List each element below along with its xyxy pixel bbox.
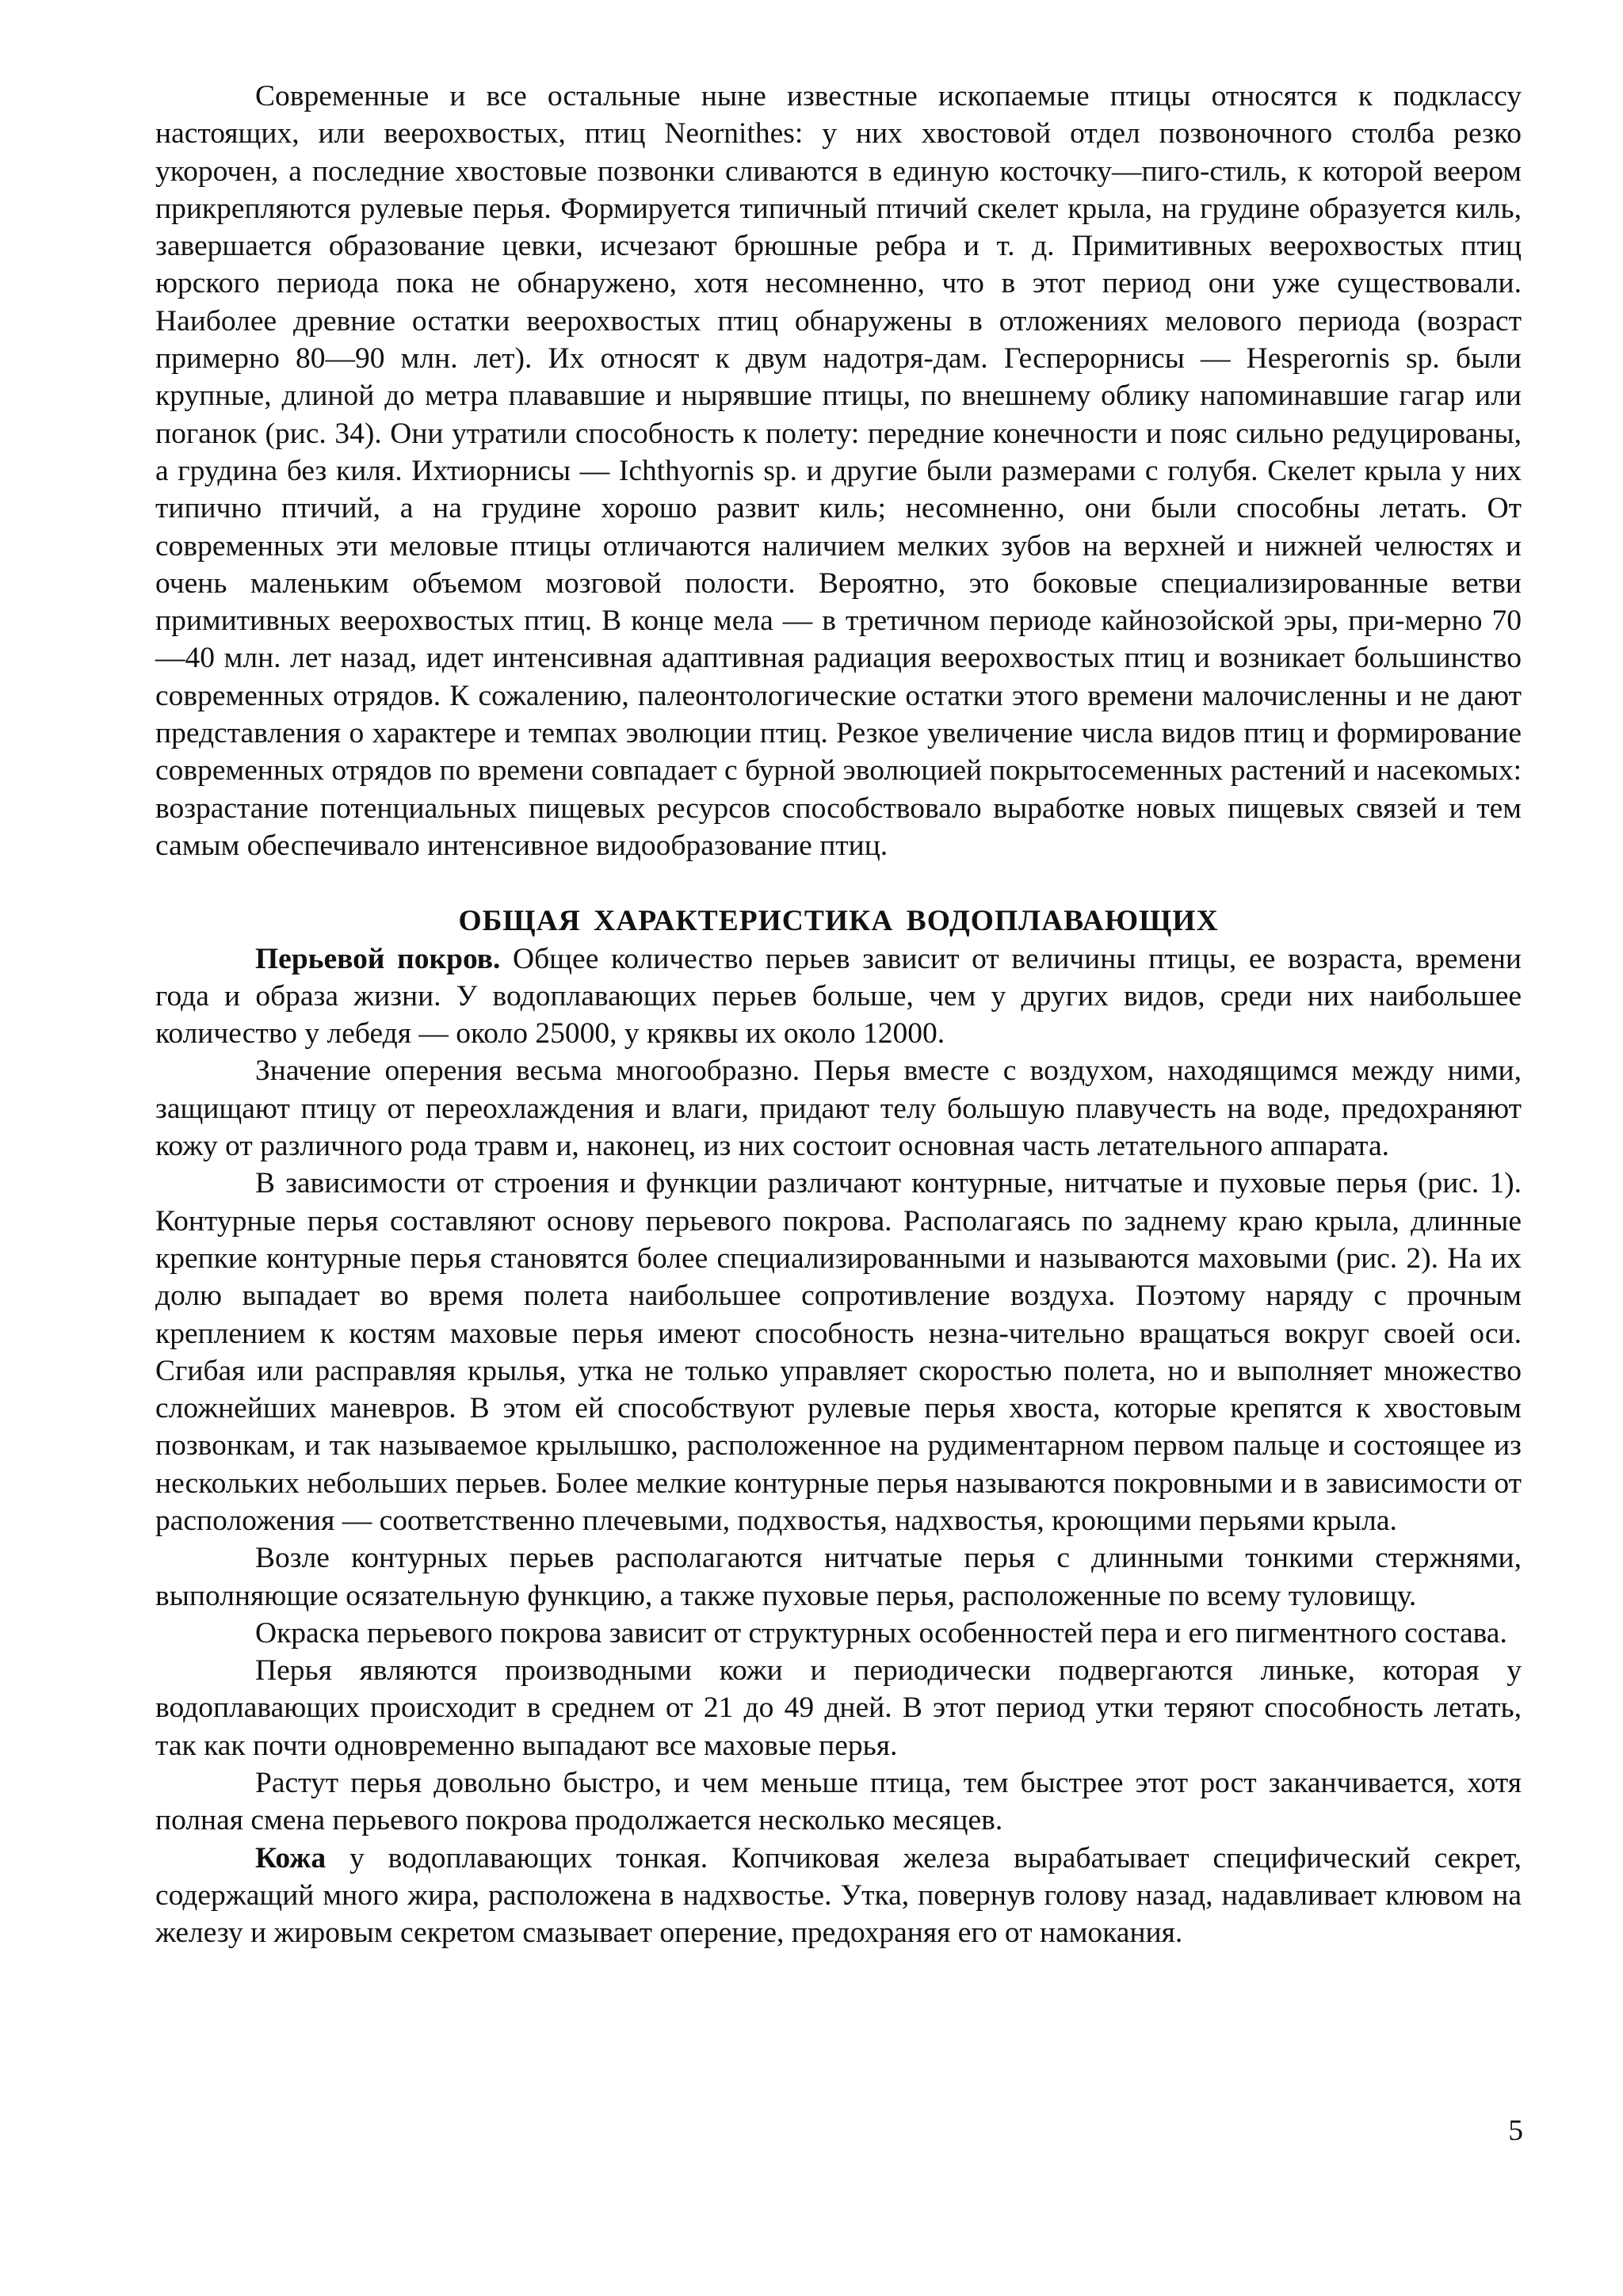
molting-paragraph: Перья являются производными кожи и периодически подвергаются линьке, которая у водоплавающих происходит в среднем от 21 до 49 дней. В этот период утки теряют способность летать, так как почти одновременно выпадают все маховые перья. — [155, 1654, 1522, 1762]
skin-text: у водоплавающих тонкая. Копчиковая железа вырабатывает специфический секрет, содержащий много жира, расположена в надхвостье. Утка, повернув голову назад, надавливает клювом на железу и жировым секретом смазывает оперение, предохраняя его от намокания. — [155, 1841, 1522, 1950]
plumage-text: Общее количество перьев зависит от величины птицы, ее возраста, времени года и образа жизни. У водоплавающих перьев больше, чем у других видов, среди них наибольшее количество у лебедя — около 25000, у кряквы их около 12000. — [155, 942, 1522, 1051]
page-number: 5 — [1508, 2115, 1523, 2147]
section-heading: ОБЩАЯ ХАРАКТЕРИСТИКА ВОДОПЛАВАЮЩИХ — [458, 905, 1219, 938]
document-page — [155, 78, 1522, 1952]
filoplume-paragraph: Возле контурных перьев располагаются нитчатые перья с длинными тонкими стержнями, выполняющие осязательную функцию, а также пуховые перья, расположенные по всему туловищу. — [155, 1542, 1522, 1612]
growth-paragraph: Растут перья довольно быстро, и чем меньше птица, тем быстрее этот рост заканчивается, хотя полная смена перьевого покрова продолжается несколько месяцев. — [155, 1767, 1522, 1837]
plumage-significance-paragraph: Значение оперения весьма многообразно. Перья вместе с воздухом, находящимся между ними, защищают птицу от переохлаждения и влаги, придают телу большую плавучесть на воде, предохраняют кожу от различного рода травм и, наконец, из них состоит основная часть летательного аппарата. — [155, 1055, 1522, 1163]
skin-paragraph — [155, 1840, 1522, 1952]
intro-paragraph: Современные и все остальные ныне известные ископаемые птицы относятся к подклассу настоящих, или веерохвостых, птиц Neornithes: у них хвостовой отдел позвоночного столба резко укорочен, а последние хвостовые позвонки сливаются в единую косточку—пиго-стиль, к которой веером прикрепляются рулевые перья. Формируется типичный птичий скелет крыла, на грудине образуется киль, завершается образование цевки, исчезают брюшные ребра и т. д. Примитивных веерохвостых птиц юрского периода пока не обнаружено, хотя несомненно, что в этот период они уже существовали. Наиболее древние остатки веерохвостых птиц обнаружены в отложениях мелового периода (возраст примерно 80—90 млн. лет). Их относят к двум надотря-дам. Гесперорнисы — Hesperornis sp. были крупные, длиной до метра плававшие и нырявшие птицы, по внешнему облику напоминавшие гагар или поганок (рис. 34). Они утратили способность к полету: передние конечности и пояс сильно редуцированы, а грудина без киля. Ихтиорнисы — Ichthyornis sp. и другие были размерами с голубя. Скелет крыла у них типично птичий, а на грудине хорошо развит киль; несомненно, они были способны летать. От современных эти меловые птицы отличаются наличием мелких зубов на верхней и нижней челюстях и очень маленьким объемом мозговой полости. Вероятно, это боковые специализированные ветви примитивных веерохвостых птиц. В конце мела — в третичном периоде кайнозойской эры, при-мерно 70—40 млн. лет назад, идет интенсивная адаптивная радиация веерохвостых птиц и возникает большинство современных отрядов. К сожалению, палеонтологические остатки этого времени малочисленны и не дают представления о характере и темпах эволюции птиц. Резкое увеличение числа видов птиц и формирование современных отрядов по времени совпадает с бурной эволюцией покрытосеменных растений и насекомых: возрастание потенциальных пищевых ресурсов способствовало выработке новых пищевых связей и тем самым обеспечивало интенсивное видообразование птиц. — [155, 80, 1522, 862]
coloration-paragraph: Окраска перьевого покрова зависит от структурных особенностей пера и его пигментного состава. — [255, 1616, 1507, 1650]
plumage-lead: Перьевой покров. — [255, 942, 501, 975]
skin-lead: Кожа — [255, 1841, 327, 1875]
feather-types-paragraph: В зависимости от строения и функции различают контурные, нитчатые и пуховые перья (рис. 1). Контурные перья составляют основу перьевого покрова. Располагаясь по заднему краю крыла, длинные крепкие контурные перья становятся более специализированными и называются маховыми (рис. 2). На их долю выпадает во время полета наибольшее сопротивление воздуха. Поэтому наряду с прочным креплением к костям маховые перья имеют способность незна-чительно вращаться вокруг своей оси. Сгибая или расправляя крылья, утка не только управляет скоростью полета, но и выполняет множество сложнейших маневров. В этом ей способствуют рулевые перья хвоста, которые крепятся к хвостовым позвонкам, и так называемое крылышко, расположенное на рудиментарном первом пальце и состоящее из нескольких небольших перьев. Более мелкие контурные перья называются покровными и в зависимости от расположения — соответственно плечевыми, подхвостья, надхвостья, кроющими перьями крыла. — [155, 1167, 1522, 1537]
plumage-paragraph — [155, 940, 1522, 1053]
